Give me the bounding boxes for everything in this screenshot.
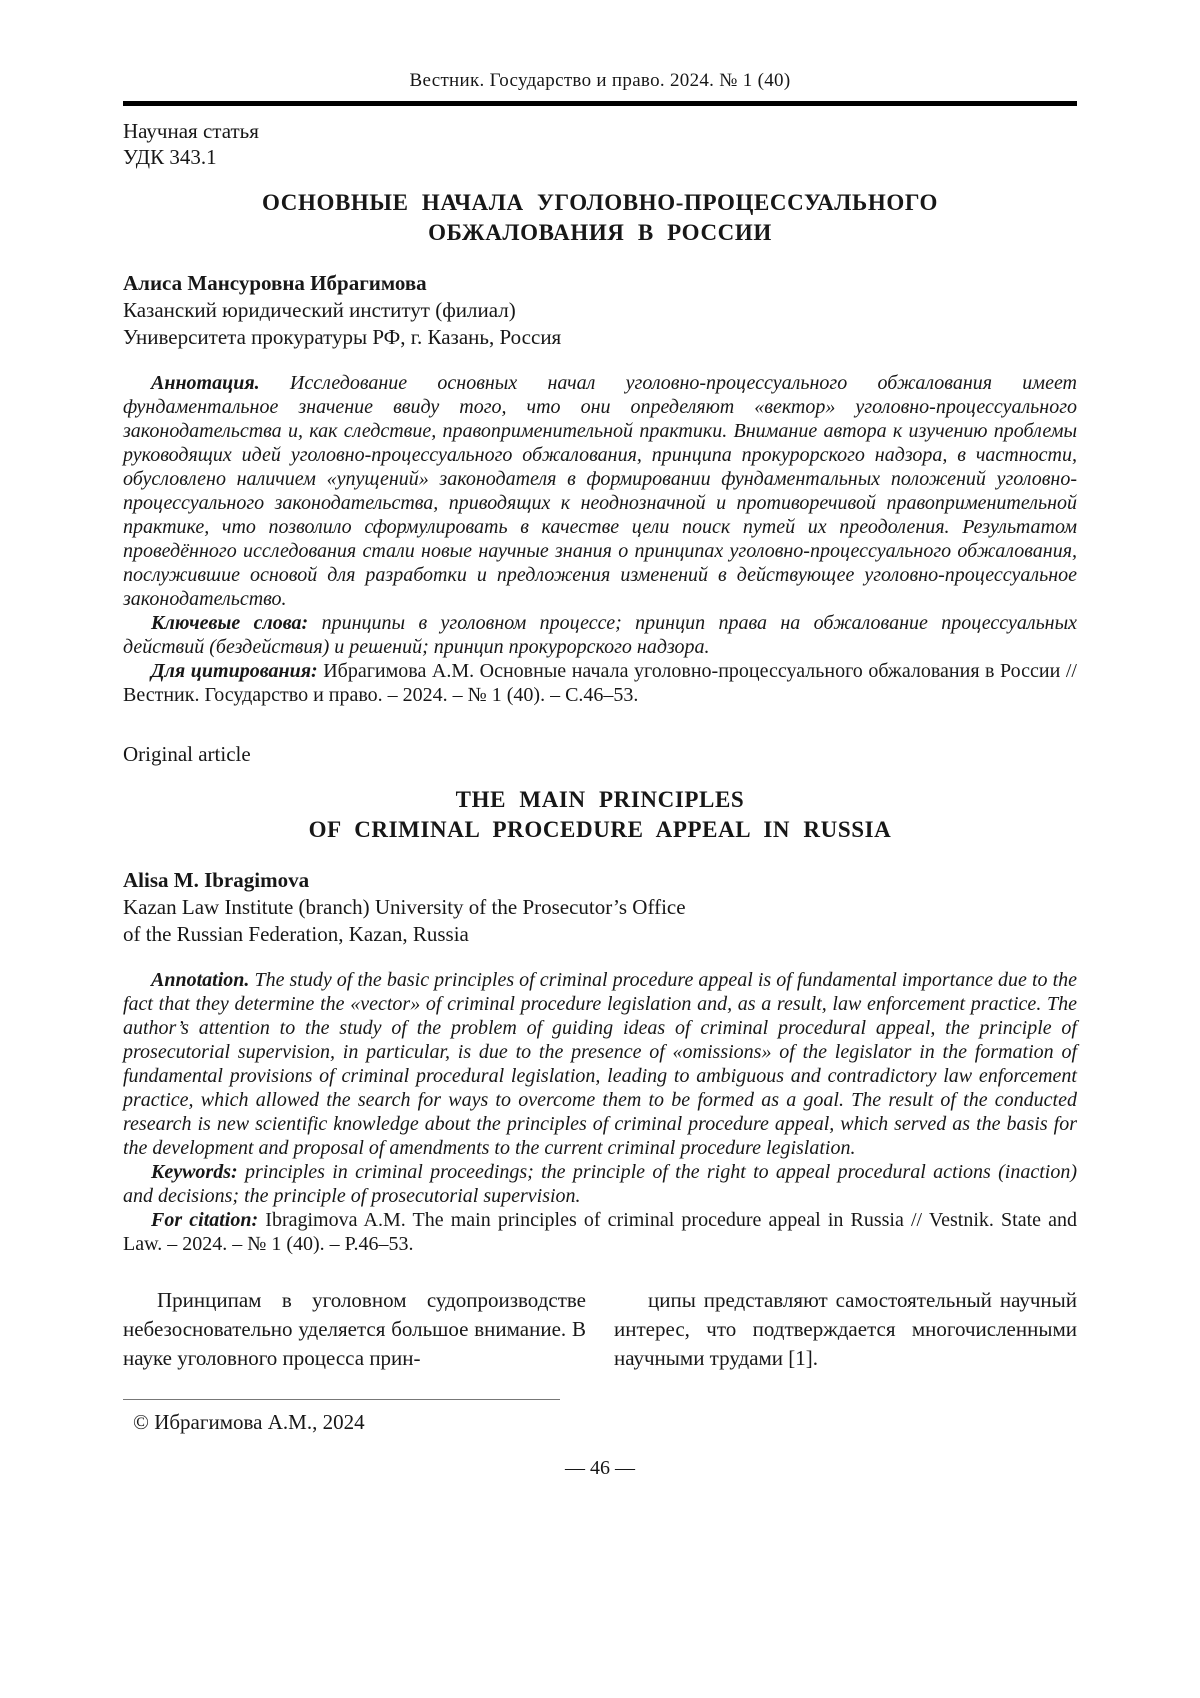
annotation-en-label: Annotation. bbox=[151, 969, 250, 991]
citation-ru-text: Ибрагимова А.М. Основные начала уголовно-процессуального обжалования в России // Вестник. Государство и право. – 2024. – № 1 (40). – С.46–53. bbox=[123, 660, 1077, 706]
author-name-ru: Алиса Мансуровна Ибрагимова bbox=[123, 271, 427, 295]
annotation-en-text: The study of the basic principles of criminal procedure appeal is of fundamental importance due to the fact that they determine the «vector» of criminal procedure legislation and, as a result, law enforcement practice. The author’s attention to the study of the problem of guiding ideas of criminal procedural appeal, the principle of prosecutorial supervision, in particular, is due to the presence of «omissions» of the legislator in the formation of fundamental provisions of criminal procedural legislation, leading to ambiguous and contradictory law enforcement practice, which allowed the search for ways to overcome them to be formed as a goal. The result of the conducted research is new scientific knowledge about the principles of criminal procedure appeal, which served as the basis for the development and proposal of amendments to the current criminal procedure legislation. bbox=[123, 969, 1078, 1159]
title-line: ОСНОВНЫЕ НАЧАЛА УГОЛОВНО-ПРОЦЕССУАЛЬНОГО bbox=[262, 190, 938, 215]
keywords-ru-text: принципы в уголовном процессе; принцип права на обжалование процессуальных действий (бездействия) и решений; принцип прокурорского надзора. bbox=[123, 612, 1078, 658]
citation-en bbox=[123, 1208, 1077, 1256]
title-line: THE MAIN PRINCIPLES bbox=[455, 787, 745, 812]
keywords-ru bbox=[123, 611, 1077, 659]
affiliation-en-line1: Kazan Law Institute (branch) University of the Prosecutor’s Office bbox=[123, 895, 686, 919]
citation-ru-label: Для цитирования: bbox=[151, 660, 318, 682]
footnote-rule bbox=[123, 1399, 560, 1400]
body-text bbox=[123, 1286, 1077, 1373]
header-rule bbox=[123, 101, 1077, 106]
title-line: ОБЖАЛОВАНИЯ В РОССИИ bbox=[428, 220, 772, 245]
article-type-ru: Научная статья bbox=[123, 119, 259, 143]
citation-en-label: For citation: bbox=[151, 1209, 259, 1231]
citation-ru bbox=[123, 659, 1077, 707]
title-line: OF CRIMINAL PROCEDURE APPEAL IN RUSSIA bbox=[308, 817, 892, 842]
article-type-en: Original article bbox=[123, 742, 251, 766]
keywords-en bbox=[123, 1160, 1077, 1208]
abstract-block-ru bbox=[123, 371, 1077, 707]
article-title-ru bbox=[123, 188, 1077, 248]
keywords-ru-label: Ключевые слова: bbox=[151, 612, 309, 634]
author-block-en bbox=[123, 867, 1077, 948]
annotation-ru bbox=[123, 371, 1077, 611]
author-block-ru bbox=[123, 270, 1077, 351]
keywords-en-label: Keywords: bbox=[151, 1161, 238, 1183]
affiliation-ru-line1: Казанский юридический институт (филиал) bbox=[123, 298, 516, 322]
affiliation-en-line2: of the Russian Federation, Kazan, Russia bbox=[123, 922, 469, 946]
article-title-en bbox=[123, 785, 1077, 845]
affiliation-ru-line2: Университета прокуратуры РФ, г. Казань, Россия bbox=[123, 325, 562, 349]
running-head: Вестник. Государство и право. 2024. № 1 (40) bbox=[409, 70, 791, 91]
udc-code: УДК 343.1 bbox=[123, 145, 217, 169]
citation-en-text: Ibragimova A.M. The main principles of criminal procedure appeal in Russia // Vestnik. State and Law. – 2024. – № 1 (40). – P.46–53. bbox=[123, 1209, 1078, 1255]
annotation-ru-text: Исследование основных начал уголовно-процессуального обжалования имеет фундаментальное значение ввиду того, что они определяют «вектор» уголовно-процессуального законодательства и, как следствие, правоприменительной практики. Внимание автора к изучению проблемы руководящих идей уголовно-процессуального обжалования, принципа прокурорского надзора, в частности, обусловлено наличием «упущений» законодателя в формировании фундаментальных положений уголовно-процессуального законодательства, приводящих к неоднозначной и противоречивой правоприменительной практике, что позволило сформулировать в качестве цели поиск путей их преодоления. Результатом проведённого исследования стали новые научные знания о принципах уголовно-процессуального обжалования, послужившие основой для разработки и предложения изменений в действующее уголовно-процессуальное законодательство. bbox=[123, 372, 1078, 610]
copyright-line: © Ибрагимова А.М., 2024 bbox=[133, 1410, 365, 1434]
body-column-right: ципы представляют самостоятельный научный интерес, что подтверждается многочисленными научными трудами [1]. bbox=[614, 1288, 1077, 1370]
body-column-left: Принципам в уголовном судопроизводстве небезосновательно уделяется большое внимание. В науке уголовного процесса прин- bbox=[123, 1288, 586, 1370]
author-name-en: Alisa M. Ibragimova bbox=[123, 868, 310, 892]
abstract-block-en bbox=[123, 968, 1077, 1256]
article-meta-ru bbox=[123, 118, 1077, 170]
keywords-en-text: principles in criminal proceedings; the principle of the right to appeal procedural actions (inaction) and decisions; the principle of prosecutorial supervision. bbox=[123, 1161, 1077, 1207]
annotation-en bbox=[123, 968, 1077, 1160]
annotation-ru-label: Аннотация. bbox=[151, 372, 260, 394]
page-number: — 46 — bbox=[565, 1457, 635, 1479]
en-section bbox=[123, 741, 1077, 1256]
